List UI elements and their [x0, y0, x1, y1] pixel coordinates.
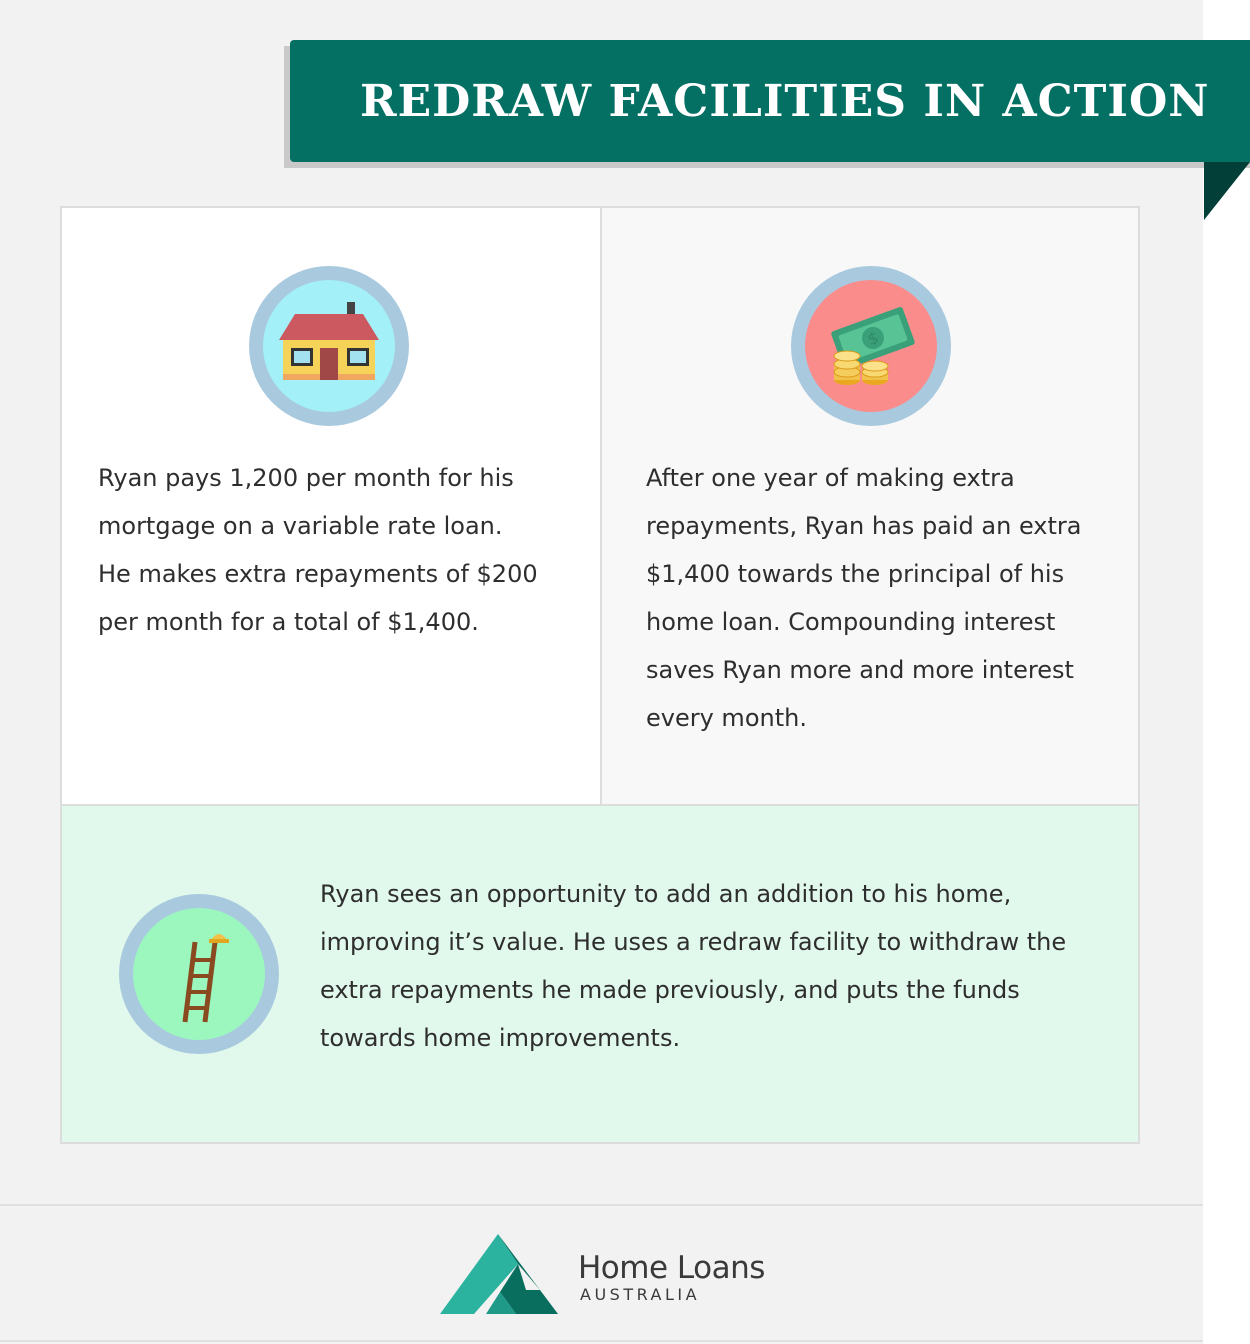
money-coins-icon: [791, 266, 951, 426]
brand-name: Home Loans: [578, 1250, 765, 1286]
panel-text: Ryan pays 1,200 per month for his mortgage on a variable rate loan. He makes extra repayments of $200 per month for a total of $1,400.: [98, 464, 538, 636]
footer-divider: [0, 1204, 1203, 1206]
ribbon-fold: [1204, 162, 1250, 220]
footer-bottom-divider: [0, 1340, 1203, 1342]
panel-text: After one year of making extra repayments, Ryan has paid an extra $1,400 towards the principal of his home loan. Compounding interest saves Ryan more and more interest every month.: [646, 464, 1082, 732]
panel-redraw-facility: [60, 804, 1140, 1144]
panel-monthly-repayments: [60, 206, 602, 806]
page-title: REDRAW FACILITIES IN ACTION: [360, 75, 1210, 127]
panel-extra-principal: [600, 206, 1140, 806]
brand-subtitle: AUSTRALIA: [580, 1285, 701, 1304]
home-loans-logo-icon: [440, 1234, 560, 1314]
svg-text:$: $: [865, 327, 882, 350]
ladder-icon: [119, 894, 279, 1054]
house-icon: [249, 266, 409, 426]
panel-text: Ryan sees an opportunity to add an addition to his home, improving it’s value. He uses a redraw facility to withdraw the extra repayments he made previously, and puts the funds towards home improvements.: [320, 880, 1067, 1052]
title-ribbon: [290, 40, 1250, 162]
